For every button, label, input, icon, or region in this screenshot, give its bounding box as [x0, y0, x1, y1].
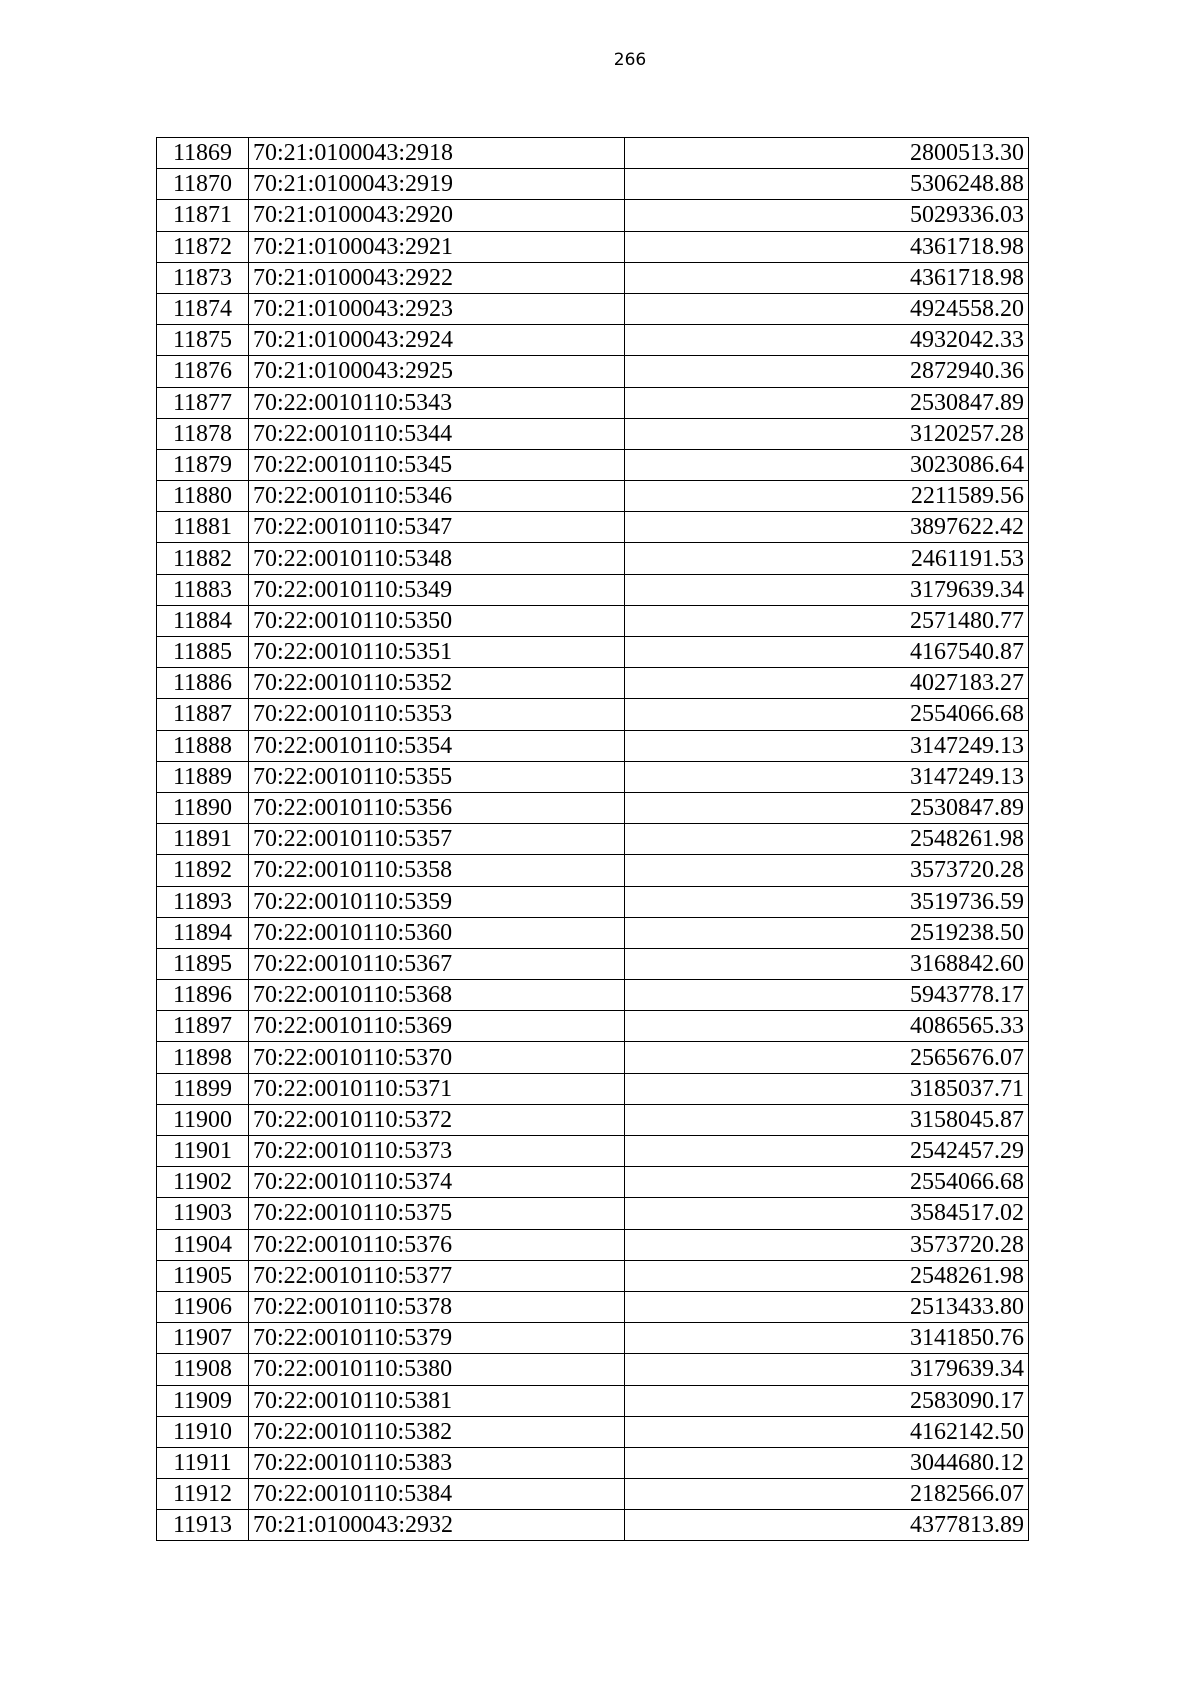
table-row	[157, 1011, 1029, 1042]
table-row	[157, 1510, 1029, 1541]
row-number-cell: 11903	[157, 1198, 249, 1229]
row-number-cell: 11907	[157, 1323, 249, 1354]
table-row	[157, 605, 1029, 636]
table-row	[157, 917, 1029, 948]
table-row	[157, 730, 1029, 761]
cadastral-number-cell: 70:22:0010110:5371	[249, 1073, 625, 1104]
row-number-cell: 11908	[157, 1354, 249, 1385]
row-number-cell: 11883	[157, 574, 249, 605]
table-row	[157, 1416, 1029, 1447]
row-number-cell: 11900	[157, 1104, 249, 1135]
cadastral-number-cell: 70:22:0010110:5353	[249, 699, 625, 730]
cadastral-value-cell: 3584517.02	[625, 1198, 1029, 1229]
cadastral-number-cell: 70:21:0100043:2919	[249, 169, 625, 200]
cadastral-value-cell: 3147249.13	[625, 730, 1029, 761]
table-row	[157, 1042, 1029, 1073]
cadastral-number-cell: 70:22:0010110:5372	[249, 1104, 625, 1135]
row-number-cell: 11898	[157, 1042, 249, 1073]
cadastral-number-cell: 70:22:0010110:5360	[249, 917, 625, 948]
cadastral-number-cell: 70:22:0010110:5384	[249, 1479, 625, 1510]
cadastral-value-cell: 3147249.13	[625, 761, 1029, 792]
cadastral-number-cell: 70:22:0010110:5378	[249, 1291, 625, 1322]
row-number-cell: 11888	[157, 730, 249, 761]
cadastral-number-cell: 70:22:0010110:5359	[249, 886, 625, 917]
row-number-cell: 11872	[157, 231, 249, 262]
row-number-cell: 11912	[157, 1479, 249, 1510]
cadastral-number-cell: 70:22:0010110:5377	[249, 1260, 625, 1291]
cadastral-number-cell: 70:22:0010110:5382	[249, 1416, 625, 1447]
cadastral-value-cell: 2211589.56	[625, 481, 1029, 512]
row-number-cell: 11894	[157, 917, 249, 948]
table-row	[157, 980, 1029, 1011]
cadastral-number-cell: 70:22:0010110:5370	[249, 1042, 625, 1073]
cadastral-value-cell: 2548261.98	[625, 1260, 1029, 1291]
table-body	[157, 138, 1029, 1541]
table-row	[157, 1385, 1029, 1416]
cadastral-number-cell: 70:22:0010110:5347	[249, 512, 625, 543]
cadastral-number-cell: 70:22:0010110:5354	[249, 730, 625, 761]
cadastral-value-cell: 4932042.33	[625, 325, 1029, 356]
cadastral-value-cell: 2800513.30	[625, 138, 1029, 169]
row-number-cell: 11906	[157, 1291, 249, 1322]
table-row	[157, 668, 1029, 699]
cadastral-number-cell: 70:21:0100043:2920	[249, 200, 625, 231]
cadastral-value-cell: 2519238.50	[625, 917, 1029, 948]
table-row	[157, 1167, 1029, 1198]
row-number-cell: 11890	[157, 792, 249, 823]
row-number-cell: 11895	[157, 948, 249, 979]
cadastral-number-cell: 70:22:0010110:5343	[249, 387, 625, 418]
cadastral-value-cell: 3573720.28	[625, 1229, 1029, 1260]
page-number: 266	[613, 50, 647, 70]
row-number-cell: 11910	[157, 1416, 249, 1447]
table-row	[157, 169, 1029, 200]
cadastral-value-cell: 5306248.88	[625, 169, 1029, 200]
cadastral-value-table	[156, 137, 1029, 1541]
cadastral-number-cell: 70:22:0010110:5367	[249, 948, 625, 979]
row-number-cell: 11876	[157, 356, 249, 387]
cadastral-value-cell: 2565676.07	[625, 1042, 1029, 1073]
row-number-cell: 11902	[157, 1167, 249, 1198]
row-number-cell: 11905	[157, 1260, 249, 1291]
table-row	[157, 824, 1029, 855]
cadastral-value-cell: 3023086.64	[625, 449, 1029, 480]
table-row	[157, 449, 1029, 480]
table-row	[157, 1104, 1029, 1135]
cadastral-value-cell: 2571480.77	[625, 605, 1029, 636]
table-row	[157, 543, 1029, 574]
cadastral-value-cell: 3168842.60	[625, 948, 1029, 979]
row-number-cell: 11913	[157, 1510, 249, 1541]
cadastral-number-cell: 70:22:0010110:5355	[249, 761, 625, 792]
cadastral-value-cell: 3179639.34	[625, 1354, 1029, 1385]
cadastral-number-cell: 70:21:0100043:2921	[249, 231, 625, 262]
cadastral-number-cell: 70:21:0100043:2923	[249, 293, 625, 324]
cadastral-number-cell: 70:22:0010110:5375	[249, 1198, 625, 1229]
table-row	[157, 1073, 1029, 1104]
table-row	[157, 387, 1029, 418]
table-row	[157, 1136, 1029, 1167]
row-number-cell: 11869	[157, 138, 249, 169]
row-number-cell: 11891	[157, 824, 249, 855]
cadastral-value-cell: 2548261.98	[625, 824, 1029, 855]
row-number-cell: 11882	[157, 543, 249, 574]
cadastral-value-cell: 4924558.20	[625, 293, 1029, 324]
cadastral-value-cell: 3179639.34	[625, 574, 1029, 605]
cadastral-value-cell: 3120257.28	[625, 418, 1029, 449]
table-row	[157, 574, 1029, 605]
cadastral-number-cell: 70:22:0010110:5356	[249, 792, 625, 823]
cadastral-number-cell: 70:22:0010110:5383	[249, 1447, 625, 1478]
row-number-cell: 11881	[157, 512, 249, 543]
cadastral-value-cell: 2530847.89	[625, 792, 1029, 823]
row-number-cell: 11892	[157, 855, 249, 886]
cadastral-number-cell: 70:22:0010110:5349	[249, 574, 625, 605]
table-row	[157, 1291, 1029, 1322]
cadastral-value-cell: 3519736.59	[625, 886, 1029, 917]
cadastral-value-cell: 2530847.89	[625, 387, 1029, 418]
row-number-cell: 11886	[157, 668, 249, 699]
cadastral-number-cell: 70:22:0010110:5344	[249, 418, 625, 449]
row-number-cell: 11880	[157, 481, 249, 512]
cadastral-value-cell: 2872940.36	[625, 356, 1029, 387]
table-row	[157, 855, 1029, 886]
table-row	[157, 1447, 1029, 1478]
row-number-cell: 11901	[157, 1136, 249, 1167]
table-row	[157, 138, 1029, 169]
table-row	[157, 1229, 1029, 1260]
row-number-cell: 11899	[157, 1073, 249, 1104]
table-row	[157, 1260, 1029, 1291]
cadastral-value-cell: 5029336.03	[625, 200, 1029, 231]
cadastral-value-cell: 4361718.98	[625, 262, 1029, 293]
cadastral-value-cell: 2513433.80	[625, 1291, 1029, 1322]
cadastral-number-cell: 70:22:0010110:5380	[249, 1354, 625, 1385]
row-number-cell: 11877	[157, 387, 249, 418]
table-row	[157, 481, 1029, 512]
cadastral-number-cell: 70:22:0010110:5346	[249, 481, 625, 512]
row-number-cell: 11873	[157, 262, 249, 293]
table-row	[157, 699, 1029, 730]
row-number-cell: 11885	[157, 637, 249, 668]
row-number-cell: 11896	[157, 980, 249, 1011]
row-number-cell: 11884	[157, 605, 249, 636]
row-number-cell: 11904	[157, 1229, 249, 1260]
cadastral-number-cell: 70:21:0100043:2932	[249, 1510, 625, 1541]
table-row	[157, 886, 1029, 917]
cadastral-value-cell: 4377813.89	[625, 1510, 1029, 1541]
cadastral-number-cell: 70:22:0010110:5369	[249, 1011, 625, 1042]
cadastral-value-cell: 3897622.42	[625, 512, 1029, 543]
cadastral-number-cell: 70:22:0010110:5381	[249, 1385, 625, 1416]
row-number-cell: 11887	[157, 699, 249, 730]
cadastral-value-cell: 3185037.71	[625, 1073, 1029, 1104]
cadastral-value-cell: 5943778.17	[625, 980, 1029, 1011]
table-row	[157, 1198, 1029, 1229]
row-number-cell: 11871	[157, 200, 249, 231]
table-row	[157, 293, 1029, 324]
table-row	[157, 262, 1029, 293]
row-number-cell: 11889	[157, 761, 249, 792]
table-row	[157, 418, 1029, 449]
table-row	[157, 200, 1029, 231]
table-row	[157, 948, 1029, 979]
cadastral-value-cell: 2554066.68	[625, 1167, 1029, 1198]
cadastral-value-cell: 2182566.07	[625, 1479, 1029, 1510]
cadastral-number-cell: 70:22:0010110:5345	[249, 449, 625, 480]
table-row	[157, 325, 1029, 356]
row-number-cell: 11879	[157, 449, 249, 480]
cadastral-number-cell: 70:21:0100043:2918	[249, 138, 625, 169]
cadastral-number-cell: 70:22:0010110:5348	[249, 543, 625, 574]
table-row	[157, 1323, 1029, 1354]
row-number-cell: 11878	[157, 418, 249, 449]
table-row	[157, 792, 1029, 823]
cadastral-value-cell: 3044680.12	[625, 1447, 1029, 1478]
cadastral-value-cell: 4167540.87	[625, 637, 1029, 668]
table-row	[157, 1354, 1029, 1385]
row-number-cell: 11874	[157, 293, 249, 324]
cadastral-number-cell: 70:21:0100043:2925	[249, 356, 625, 387]
cadastral-number-cell: 70:22:0010110:5368	[249, 980, 625, 1011]
cadastral-number-cell: 70:21:0100043:2924	[249, 325, 625, 356]
cadastral-number-cell: 70:22:0010110:5357	[249, 824, 625, 855]
cadastral-value-cell: 2461191.53	[625, 543, 1029, 574]
cadastral-value-cell: 2583090.17	[625, 1385, 1029, 1416]
cadastral-number-cell: 70:22:0010110:5351	[249, 637, 625, 668]
cadastral-number-cell: 70:22:0010110:5379	[249, 1323, 625, 1354]
cadastral-value-cell: 3141850.76	[625, 1323, 1029, 1354]
row-number-cell: 11893	[157, 886, 249, 917]
cadastral-number-cell: 70:22:0010110:5350	[249, 605, 625, 636]
table-row	[157, 1479, 1029, 1510]
cadastral-number-cell: 70:22:0010110:5374	[249, 1167, 625, 1198]
cadastral-number-cell: 70:22:0010110:5376	[249, 1229, 625, 1260]
cadastral-number-cell: 70:22:0010110:5352	[249, 668, 625, 699]
row-number-cell: 11909	[157, 1385, 249, 1416]
cadastral-value-cell: 3573720.28	[625, 855, 1029, 886]
cadastral-value-cell: 4086565.33	[625, 1011, 1029, 1042]
cadastral-value-cell: 3158045.87	[625, 1104, 1029, 1135]
cadastral-value-cell: 4162142.50	[625, 1416, 1029, 1447]
cadastral-number-cell: 70:22:0010110:5373	[249, 1136, 625, 1167]
cadastral-value-cell: 2554066.68	[625, 699, 1029, 730]
row-number-cell: 11897	[157, 1011, 249, 1042]
cadastral-value-cell: 4027183.27	[625, 668, 1029, 699]
row-number-cell: 11870	[157, 169, 249, 200]
row-number-cell: 11911	[157, 1447, 249, 1478]
cadastral-number-cell: 70:22:0010110:5358	[249, 855, 625, 886]
table-row	[157, 512, 1029, 543]
table-row	[157, 231, 1029, 262]
table-row	[157, 637, 1029, 668]
cadastral-value-cell: 4361718.98	[625, 231, 1029, 262]
table-row	[157, 761, 1029, 792]
cadastral-number-cell: 70:21:0100043:2922	[249, 262, 625, 293]
table-row	[157, 356, 1029, 387]
row-number-cell: 11875	[157, 325, 249, 356]
cadastral-value-cell: 2542457.29	[625, 1136, 1029, 1167]
